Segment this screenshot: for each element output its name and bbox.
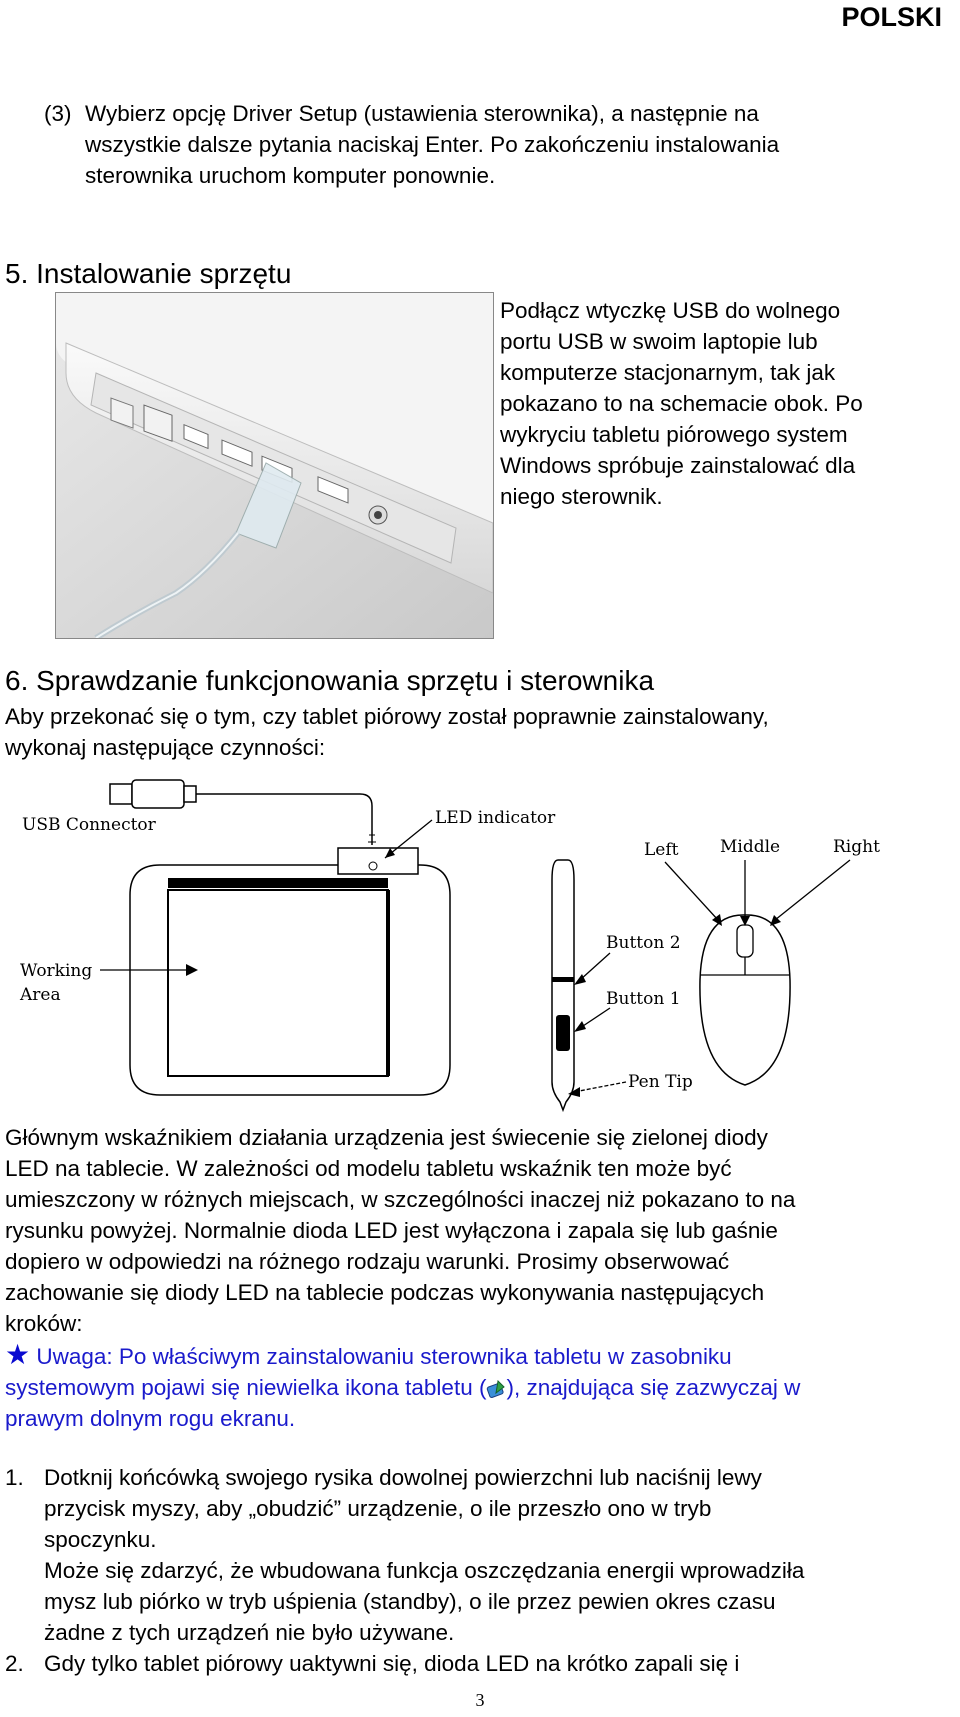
tablet-diagram	[0, 770, 960, 1115]
pen-body	[552, 860, 574, 1110]
body-line: kroków:	[5, 1311, 83, 1336]
note-text-2a: systemowym pojawi się niewielka ikona tabletu (	[5, 1375, 487, 1400]
section5-line: wykryciu tabletu piórowego system	[500, 422, 848, 447]
list-item-text	[44, 1462, 957, 1648]
section6-title: 6. Sprawdzanie funkcjonowania sprzętu i sterownika	[5, 665, 655, 696]
step3-line: sterownika uruchom komputer ponownie.	[85, 163, 496, 188]
body-line: LED na tablecie. W zależności od modelu tabletu wskaźnik ten może być	[5, 1156, 732, 1181]
section5-text	[500, 295, 952, 512]
body-line: dopiero w odpowiedzi na różnego rodzaju warunki. Prosimy obserwować	[5, 1249, 730, 1274]
label-led-indicator: LED indicator	[435, 808, 556, 828]
section5-title: 5. Instalowanie sprzętu	[5, 258, 292, 289]
pen-button-2	[552, 977, 574, 982]
label-usb-connector: USB Connector	[22, 815, 156, 835]
list-line: Dotknij końcówką swojego rysika dowolnej powierzchni lub naciśnij lewy	[44, 1465, 762, 1490]
left-button-arrow	[665, 862, 718, 920]
body-line: rysunku powyżej. Normalnie dioda LED jest wyłączona i zapala się lub gaśnie	[5, 1218, 778, 1243]
body-line: zachowanie się diody LED na tablecie podczas wykonywania następujących	[5, 1280, 765, 1305]
label-button-2: Button 2	[606, 933, 681, 953]
working-area	[168, 890, 388, 1076]
usb-cable	[196, 794, 372, 845]
step3-text	[85, 98, 957, 191]
list-line: Może się zdarzyć, że wbudowana funkcja oszczędzania energii wprowadziła	[44, 1558, 805, 1583]
pen-button-1	[556, 1015, 570, 1051]
section6-intro-line: Aby przekonać się o tym, czy tablet piórowy został poprawnie zainstalowany,	[5, 704, 769, 729]
mouse-wheel	[737, 925, 753, 957]
step3-line: wszystkie dalsze pytania naciskaj Enter. Po zakończeniu instalowania	[85, 132, 780, 157]
note-text-1: Uwaga: Po właściwym zainstalowaniu sterownika tabletu w zasobniku	[36, 1344, 732, 1369]
right-button-arrow	[775, 860, 850, 920]
note-line-2	[5, 1372, 957, 1403]
section5-line: niego sterownik.	[500, 484, 663, 509]
label-right: Right	[833, 837, 880, 857]
star-icon: ★	[5, 1339, 31, 1370]
usb-connector-plug	[110, 780, 196, 808]
list-item-text	[44, 1648, 957, 1679]
section6-intro	[5, 701, 957, 763]
page-header-language: POLSKI	[841, 2, 942, 32]
section5-line: Windows spróbuje zainstalować dla	[500, 453, 856, 478]
note-block	[5, 1339, 957, 1434]
tablet-tray-icon	[486, 1379, 506, 1399]
tablet-cable-housing	[338, 848, 418, 874]
step3-number: (3)	[44, 101, 72, 126]
page-number: 3	[475, 1690, 485, 1710]
list-item-number: 2.	[5, 1651, 24, 1676]
label-button-1: Button 1	[606, 989, 681, 1009]
laptop-usb-illustration	[56, 293, 493, 638]
body-line: umieszczony w różnych miejscach, w szczególności inaczej niż pokazano to na	[5, 1187, 796, 1212]
list-item-number: 1.	[5, 1465, 24, 1490]
label-middle: Middle	[720, 837, 781, 857]
button2-arrow	[580, 953, 610, 980]
section5-line: Podłącz wtyczkę USB do wolnego	[500, 298, 841, 323]
label-working: Working	[20, 961, 93, 981]
usb-connection-photo	[55, 292, 494, 639]
note-line-1	[5, 1339, 957, 1372]
body-line: Głównym wskaźnikiem działania urządzenia jest świecenie się zielonej diody	[5, 1125, 768, 1150]
step3-line: Wybierz opcję Driver Setup (ustawienia sterownika), a następnie na	[85, 101, 759, 126]
list-line: żadne z tych urządzeń nie było używane.	[44, 1620, 455, 1645]
list-line: przycisk myszy, aby „obudzić” urządzenie, o ile przeszło ono w tryb	[44, 1496, 712, 1521]
button1-arrow	[580, 1008, 610, 1028]
body-paragraph	[5, 1122, 957, 1339]
note-text-2b: ), znajdująca się zazwyczaj w	[506, 1375, 801, 1400]
pen-tip-arrow	[574, 1082, 626, 1092]
section5-line: portu USB w swoim laptopie lub	[500, 329, 818, 354]
list-line: mysz lub piórko w tryb uśpienia (standby), o ile przez pewien okres czasu	[44, 1589, 776, 1614]
led-indicator-dot	[369, 862, 377, 870]
label-area: Area	[20, 985, 61, 1005]
list-item	[0, 1462, 957, 1645]
note-line-3: prawym dolnym rogu ekranu.	[5, 1406, 296, 1431]
label-pen-tip: Pen Tip	[628, 1072, 693, 1092]
list-line: spoczynku.	[44, 1527, 157, 1552]
list-line: Gdy tylko tablet piórowy uaktywni się, dioda LED na krótko zapali się i	[44, 1651, 740, 1676]
label-left: Left	[644, 840, 679, 860]
working-area-top-bar	[168, 878, 388, 888]
section6-intro-line: wykonaj następujące czynności:	[5, 735, 326, 760]
section5-line: komputerze stacjonarnym, tak jak	[500, 360, 836, 385]
section5-line: pokazano to na schemacie obok. Po	[500, 391, 863, 416]
